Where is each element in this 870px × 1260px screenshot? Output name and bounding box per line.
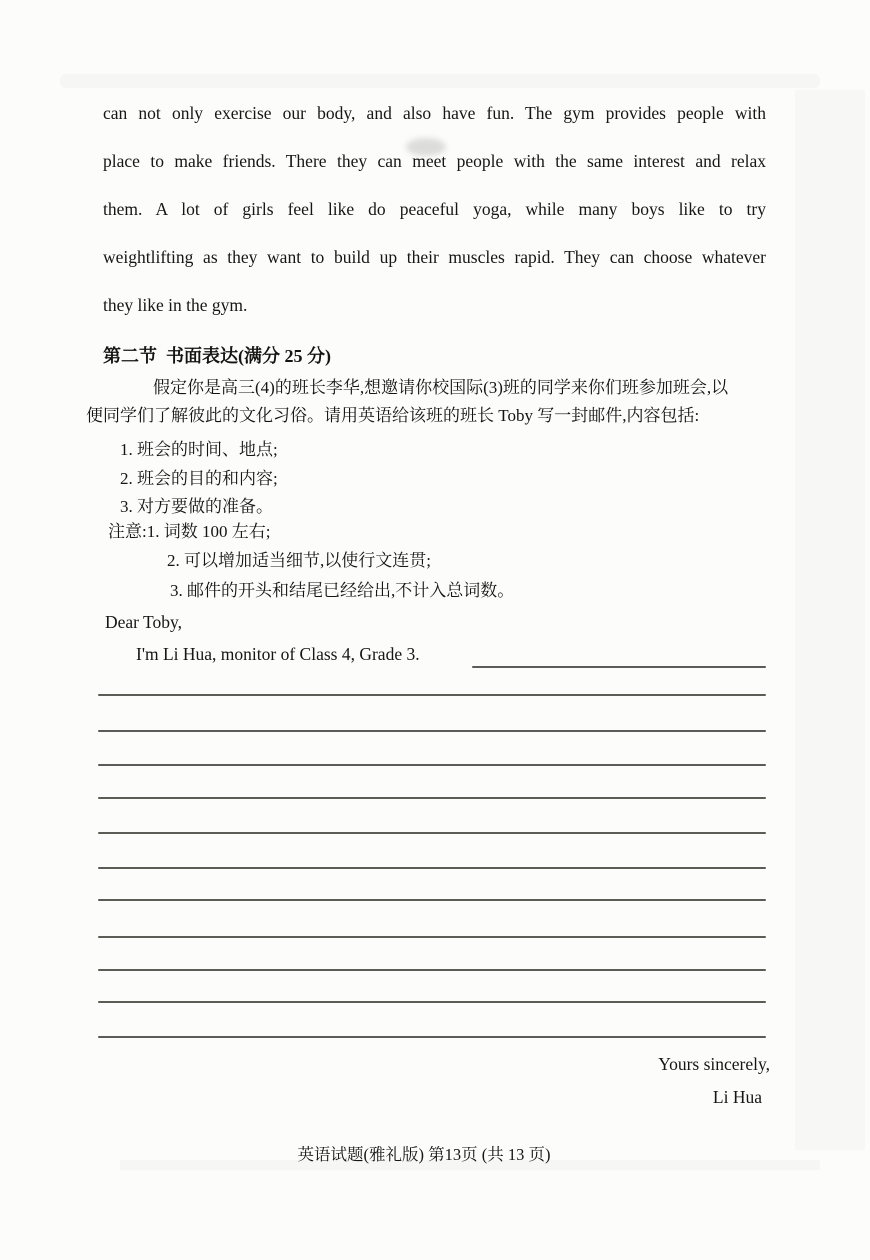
essay-line: them. A lot of girls feel like do peaceful yoga, while many boys like to try <box>103 199 766 219</box>
writing-line <box>98 730 766 732</box>
writing-line <box>98 1036 766 1038</box>
task-point-2: 2. 班会的目的和内容; <box>120 469 278 488</box>
task-point-1: 1. 班会的时间、地点; <box>120 440 278 459</box>
essay-line: can not only exercise our body, and also have fun. The gym provides people with <box>103 103 766 123</box>
writing-line <box>98 867 766 869</box>
writing-line <box>98 936 766 938</box>
task-point-3: 3. 对方要做的准备。 <box>120 497 273 516</box>
writing-line <box>98 899 766 901</box>
essay-line: they like in the gym. <box>103 295 248 315</box>
essay-line: place to make friends. There they can meet people with the same interest and relax <box>103 151 766 171</box>
writing-line <box>472 666 766 668</box>
task-prompt-line: 便同学们了解彼此的文化习俗。请用英语给该班的班长 Toby 写一封邮件,内容包括: <box>86 406 700 425</box>
essay-paragraph <box>103 89 766 329</box>
letter-salutation: Dear Toby, <box>105 612 183 632</box>
task-note-3: 3. 邮件的开头和结尾已经给出,不计入总词数。 <box>170 581 515 600</box>
writing-line <box>98 764 766 766</box>
writing-line <box>98 1001 766 1003</box>
letter-opening-line: I'm Li Hua, monitor of Class 4, Grade 3. <box>136 644 420 664</box>
essay-line: weightlifting as they want to build up their muscles rapid. They can choose whatever <box>103 247 766 267</box>
writing-line <box>98 832 766 834</box>
scan-shading-right <box>795 90 865 1150</box>
task-note-2: 2. 可以增加适当细节,以使行文连贯; <box>167 551 431 570</box>
section-heading: 第二节 书面表达(满分 25 分) <box>103 346 331 366</box>
letter-signature: Li Hua <box>712 1087 762 1107</box>
task-note-1: 注意:1. 词数 100 左右; <box>108 522 271 541</box>
task-prompt-line: 假定你是高三(4)的班长李华,想邀请你校国际(3)班的同学来你们班参加班会,以 <box>153 378 729 397</box>
writing-line <box>98 969 766 971</box>
writing-line <box>98 694 766 696</box>
letter-closing: Yours sincerely, <box>658 1054 770 1074</box>
page-footer: 英语试题(雅礼版) 第13页 (共 13 页) <box>297 1145 551 1164</box>
writing-line <box>98 797 766 799</box>
scan-shading-top <box>60 74 820 88</box>
